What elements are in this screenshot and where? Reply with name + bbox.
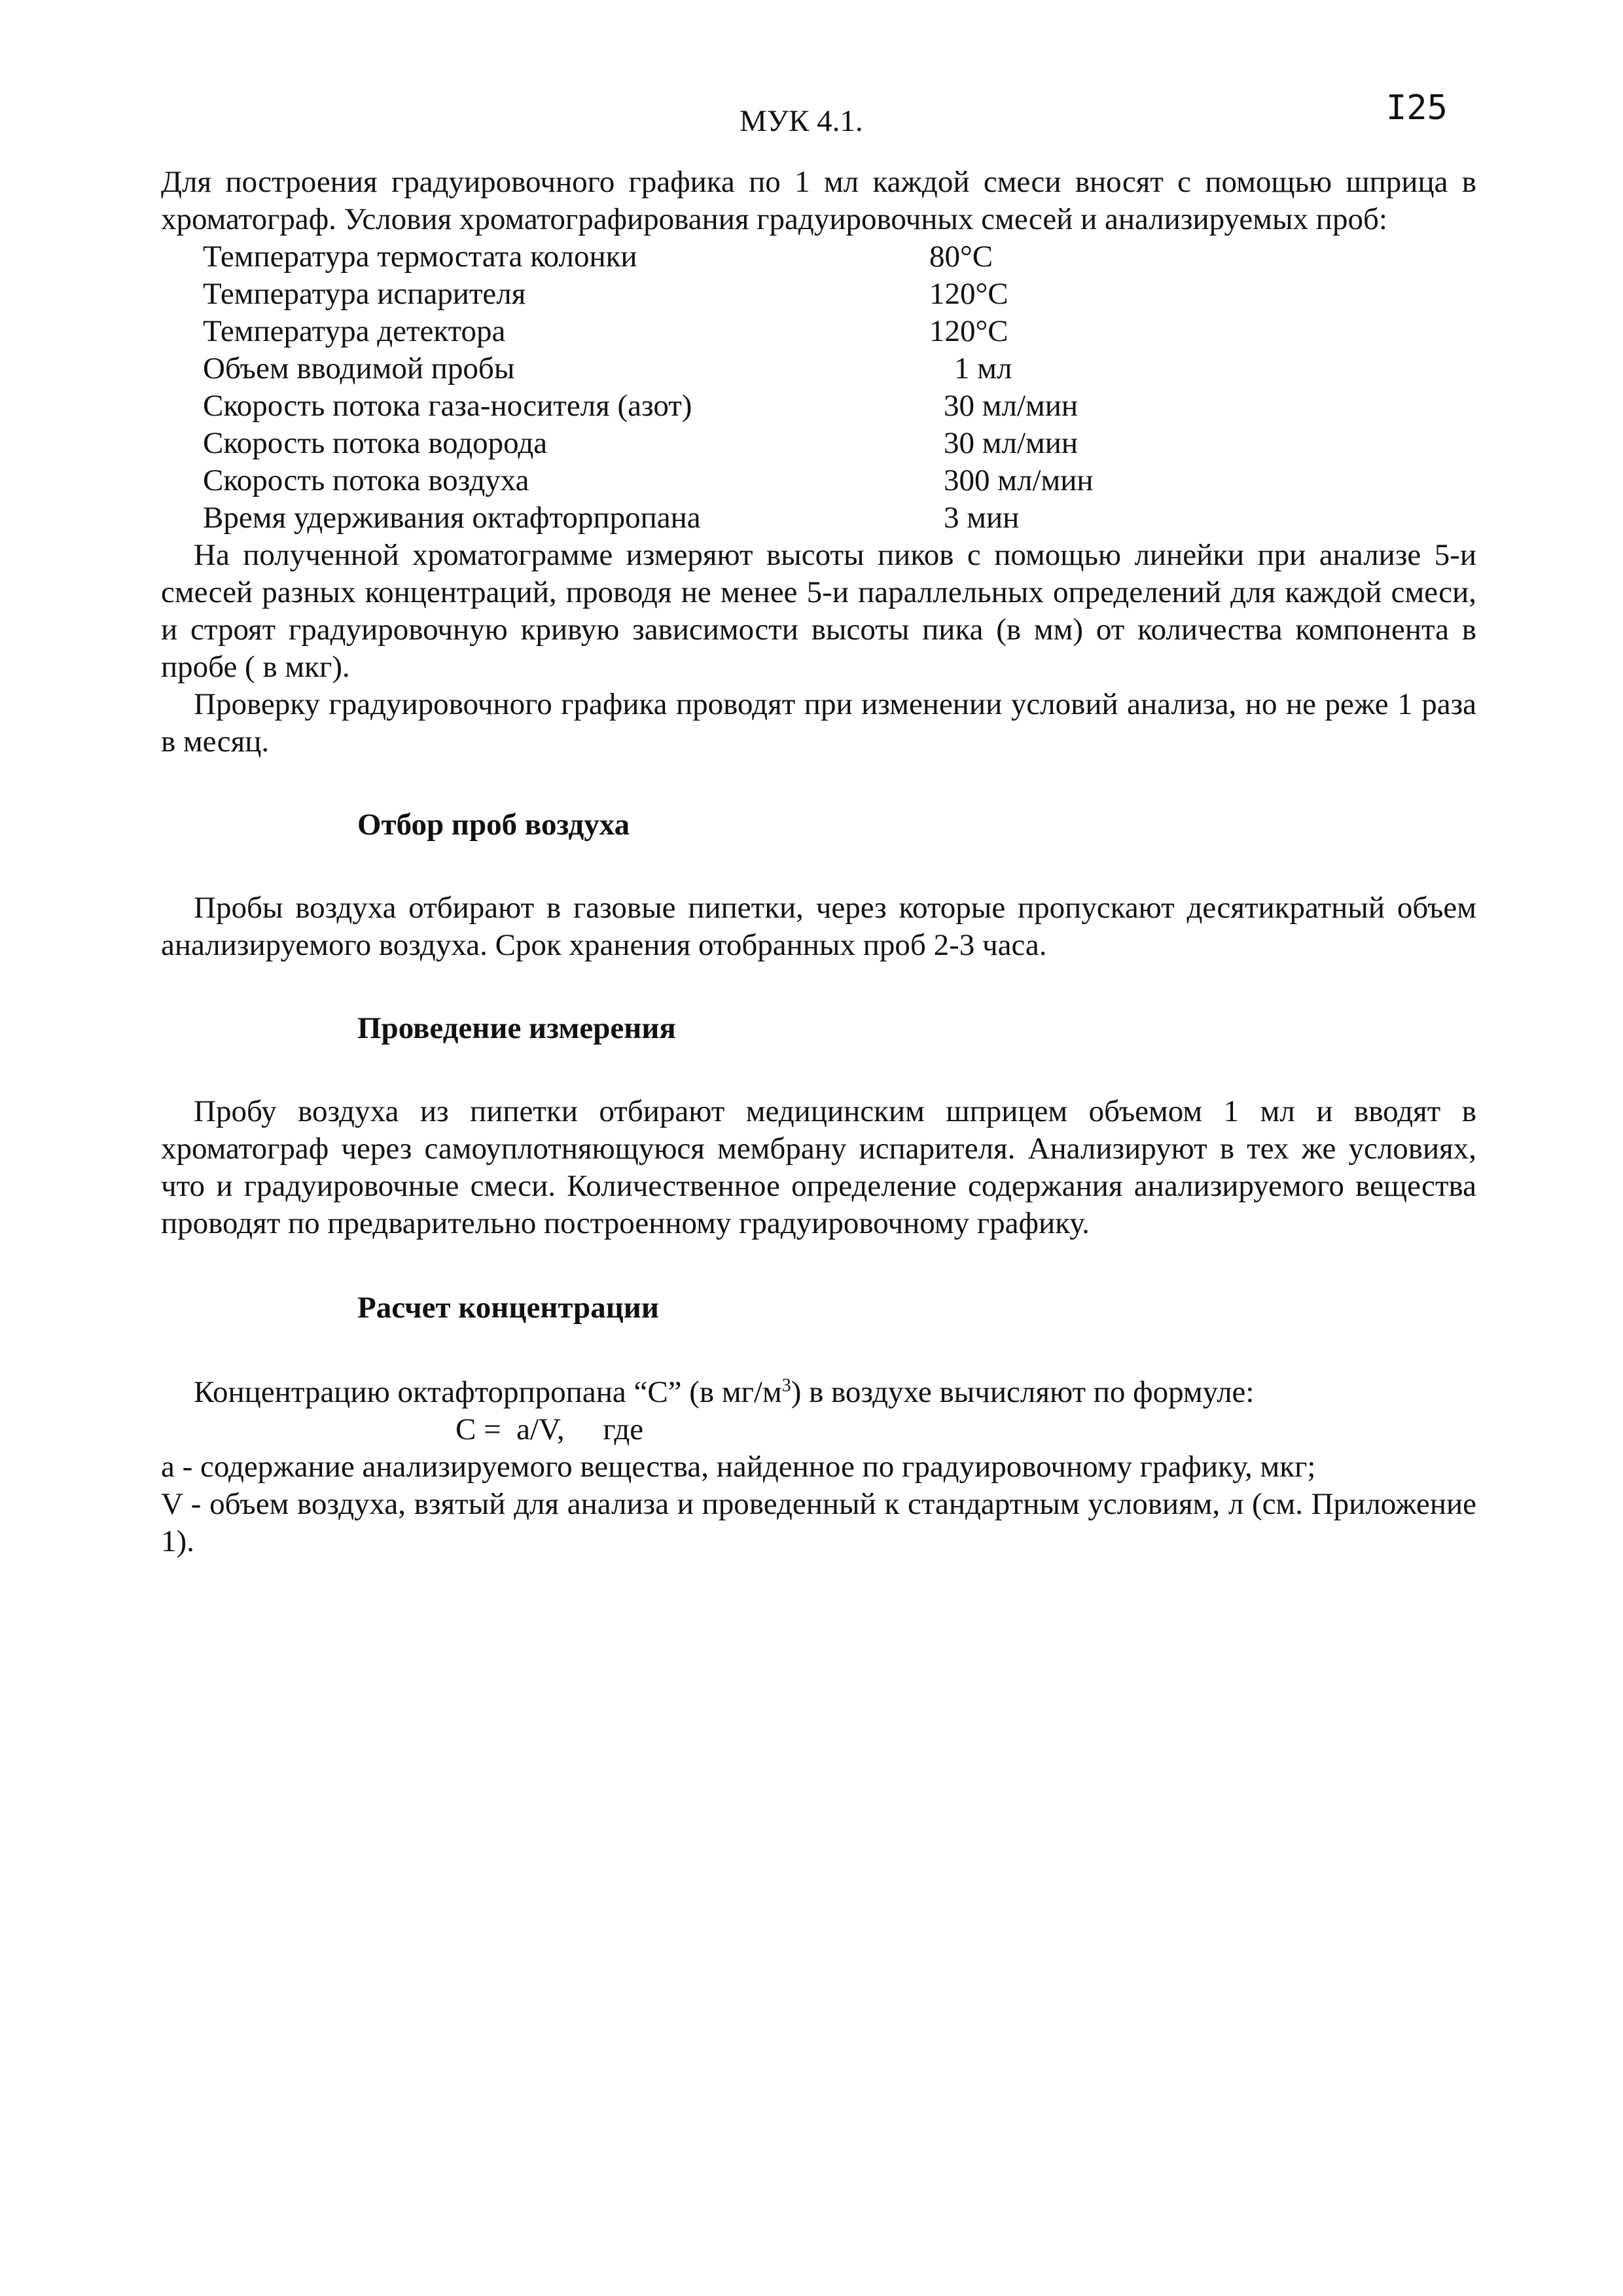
condition-label: Температура термостата колонки [203, 240, 637, 274]
condition-label: Объем вводимой пробы [203, 351, 515, 386]
condition-row [203, 276, 1476, 313]
document-code: МУК 4.1. [740, 104, 863, 138]
chromatography-conditions-list [203, 238, 1476, 537]
condition-label: Скорость потока водорода [203, 426, 548, 460]
condition-value: 120°С [929, 277, 1008, 311]
condition-label: Температура детектора [203, 314, 506, 348]
condition-value: 120°С [929, 314, 1008, 348]
condition-value: 30 мл/мин [944, 389, 1079, 423]
unit-exponent: 3 [781, 1375, 791, 1396]
page-number: I25 [1386, 88, 1448, 128]
condition-value: 80°С [929, 240, 993, 274]
concentration-formula: С = а/V, где [455, 1412, 644, 1446]
section-heading-calculation: Расчет концентрации [357, 1291, 659, 1325]
condition-label: Скорость потока газа-носителя (азот) [203, 389, 692, 423]
condition-label: Время удерживания октафторпропана [203, 501, 701, 535]
calibration-check-paragraph: Проверку градуировочного графика проводят при изменении условий анализа, но не реже 1 раза в месяц. [161, 687, 1476, 759]
calculation-intro [161, 1374, 1476, 1411]
measurement-paragraph: Пробу воздуха из пипетки отбирают медицинским шприцем объемом 1 мл и вводят в хроматограф через самоуплотняющуюся мембрану испарителя. Анализируют в тех же условиях, что и градуировочные смеси. Количественное определение содержания анализируемого вещества проводят по предварительно построенному градуировочному графику. [161, 1094, 1476, 1240]
calculation-intro-text: Концентрацию октафторпропана “С” (в мг/м [194, 1375, 782, 1409]
condition-row [203, 313, 1476, 350]
condition-row [203, 462, 1476, 499]
definition-v: V - объем воздуха, взятый для анализа и проведенный к стандартным условиям, л (см. Приложение 1). [161, 1487, 1476, 1558]
condition-value: 3 мин [944, 501, 1020, 535]
intro-paragraph: Для построения градуировочного графика по 1 мл каждой смеси вносят с помощью шприца в хроматограф. Условия хроматографирования градуировочных смесей и анализируемых проб: [161, 165, 1476, 236]
condition-row [203, 425, 1476, 462]
condition-row [203, 387, 1476, 425]
condition-label: Температура испарителя [203, 277, 526, 311]
condition-value: 300 мл/мин [944, 463, 1094, 497]
condition-row [203, 238, 1476, 276]
condition-value: 30 мл/мин [944, 426, 1079, 460]
condition-value: 1 мл [954, 351, 1012, 386]
section-heading-sampling: Отбор проб воздуха [357, 808, 630, 842]
definition-a: а - содержание анализируемого вещества, найденное по градуировочному графику, мкг; [161, 1450, 1316, 1484]
calculation-intro-tail: ) в воздухе вычисляют по формуле: [791, 1375, 1255, 1409]
sampling-paragraph: Пробы воздуха отбирают в газовые пипетки, через которые пропускают десятикратный объем анализируемого воздуха. Срок хранения отобранных проб 2-3 часа. [161, 891, 1476, 962]
condition-label: Скорость потока воздуха [203, 463, 529, 497]
condition-row [203, 350, 1476, 387]
calibration-paragraph: На полученной хроматограмме измеряют высоты пиков с помощью линейки при анализе 5-и смесей разных концентраций, проводя не менее 5-и параллельных определений для каждой смеси, и строят градуировочную кривую зависимости высоты пика (в мм) от количества компонента в пробе ( в мкг). [161, 538, 1476, 684]
section-heading-measurement: Проведение измерения [357, 1011, 676, 1045]
document-body [161, 164, 1476, 1560]
condition-row [203, 499, 1476, 537]
